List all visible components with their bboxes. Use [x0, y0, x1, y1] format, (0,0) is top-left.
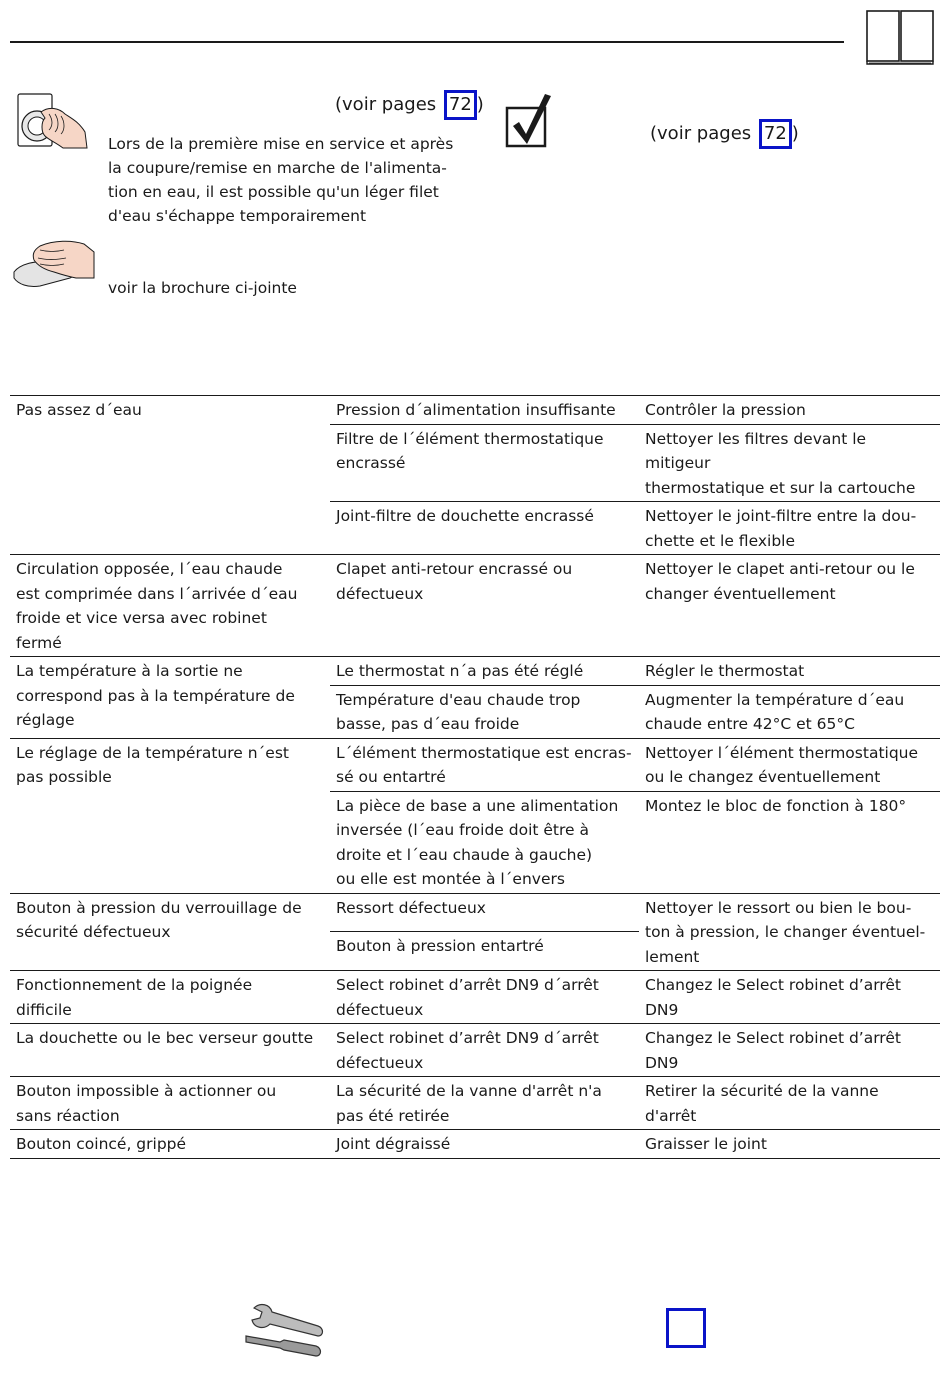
cause-cell — [330, 738, 639, 791]
remedy-line: Graisser le joint — [645, 1135, 767, 1153]
cause-line: Ressort défectueux — [336, 898, 486, 917]
remedy-line: Contrôler la pression — [645, 401, 806, 419]
table-row — [10, 1130, 940, 1159]
hand-cleaning-icon — [10, 236, 96, 290]
cause-line: Joint-filtre de douchette encrassé — [336, 507, 594, 525]
problem-line: réglage — [16, 711, 75, 729]
remedy-line: d'arrêt — [645, 1106, 697, 1125]
problem-cell — [10, 1024, 330, 1077]
cause-cell — [330, 502, 639, 555]
remedy-cell — [639, 685, 940, 738]
cause-line: Filtre de l´élément thermostatique — [336, 429, 604, 448]
first-use-line: Lors de la première mise en service et après — [108, 135, 454, 153]
remedy-line: Retirer la sécurité de la vanne — [645, 1082, 879, 1100]
remedy-line: DN9 — [645, 1000, 679, 1019]
remedy-line: lement — [645, 947, 700, 966]
cause-line: Clapet anti-retour encrassé ou — [336, 560, 573, 578]
cause-line: Select robinet d’arrêt DN9 d´arrêt — [336, 1029, 599, 1047]
remedy-line: chette et le flexible — [645, 531, 795, 550]
page-reference-suffix: ) — [476, 94, 484, 115]
problem-cell — [10, 893, 330, 971]
remedy-cell — [639, 1024, 940, 1077]
problem-line: Pas assez d´eau — [16, 401, 142, 419]
remedy-line: Augmenter la température d´eau — [645, 690, 905, 709]
cause-line: inversée (l´eau froide doit être à — [336, 821, 589, 839]
problem-cell — [10, 396, 330, 555]
problem-line: froide et vice versa avec robinet — [16, 609, 267, 627]
remedy-cell — [639, 657, 940, 686]
cause-line: droite et l´eau chaude à gauche) — [336, 845, 593, 864]
remedy-line: Nettoyer le clapet anti-retour ou le — [645, 560, 915, 578]
remedy-cell — [639, 791, 940, 893]
first-use-line: d'eau s'échappe temporairement — [108, 207, 367, 225]
cause-line: Pression d´alimentation insuffisante — [336, 401, 616, 419]
cause-line: L´élément thermostatique est encras- — [336, 743, 632, 762]
page-link-72[interactable]: 72 — [759, 119, 792, 149]
remedy-line: Changez le Select robinet d’arrêt — [645, 1029, 901, 1047]
page-link-72[interactable]: 72 — [444, 90, 477, 120]
table-row — [10, 971, 940, 1024]
cause-cell — [330, 1024, 639, 1077]
cause-line: défectueux — [336, 1053, 424, 1072]
cause-cell — [330, 685, 639, 738]
first-use-note — [108, 132, 478, 228]
cause-line: Joint dégraissé — [336, 1135, 451, 1153]
remedy-line: Nettoyer le joint-filtre entre la dou- — [645, 507, 917, 525]
cause-cell — [330, 971, 639, 1024]
problem-line: fermé — [16, 633, 62, 652]
problem-cell — [10, 555, 330, 657]
page-reference-right — [650, 119, 799, 149]
cause-cell — [330, 657, 639, 686]
remedy-line: thermostatique et sur la cartouche — [645, 478, 916, 497]
cause-line: Le thermostat n´a pas été réglé — [336, 662, 584, 680]
problem-line: Circulation opposée, l´eau chaude — [16, 560, 283, 578]
cause-line: La pièce de base a une alimentation — [336, 796, 619, 815]
first-use-line: tion en eau, il est possible qu'un léger filet — [108, 183, 439, 201]
problem-line: sans réaction — [16, 1106, 120, 1125]
cause-cell — [330, 1130, 639, 1159]
hand-turning-valve-icon — [15, 92, 90, 152]
remedy-cell — [639, 1130, 940, 1159]
cause-line: encrassé — [336, 454, 406, 472]
cause-line: pas été retirée — [336, 1106, 450, 1125]
problem-cell — [10, 738, 330, 893]
page-reference-prefix: (voir pages — [650, 123, 757, 144]
remedy-cell — [639, 1077, 940, 1130]
remedy-cell — [639, 738, 940, 791]
wrench-screwdriver-icon — [240, 1300, 330, 1360]
problem-line: La douchette ou le bec verseur goutte — [16, 1029, 314, 1047]
checkbox-checked-icon — [505, 90, 553, 150]
table-row — [10, 893, 940, 932]
remedy-line: Nettoyer l´élément thermostatique — [645, 743, 919, 762]
cause-line: Bouton à pression entartré — [336, 937, 544, 956]
problem-line: correspond pas à la température de — [16, 686, 295, 705]
cause-cell — [330, 555, 639, 657]
cause-cell — [330, 893, 639, 932]
table-row — [10, 1077, 940, 1130]
problem-cell — [10, 971, 330, 1024]
remedy-cell — [639, 971, 940, 1024]
problem-line: sécurité défectueux — [16, 923, 171, 941]
cause-line: ou elle est montée à l´envers — [336, 870, 565, 888]
remedy-cell — [639, 424, 940, 502]
remedy-cell — [639, 396, 940, 425]
problem-cell — [10, 657, 330, 739]
cause-cell — [330, 1077, 639, 1130]
page-reference-left — [335, 90, 484, 120]
remedy-line: ton à pression, le changer éventuel- — [645, 923, 926, 941]
remedy-line: ou le changez éventuellement — [645, 768, 881, 786]
remedy-line: Nettoyer les filtres devant le mitigeur — [645, 429, 867, 472]
problem-line: Bouton à pression du verrouillage de — [16, 898, 302, 917]
page-reference-suffix: ) — [791, 123, 799, 144]
cause-line: Température d'eau chaude trop — [336, 690, 581, 709]
remedy-cell — [639, 555, 940, 657]
remedy-cell — [639, 893, 940, 971]
problem-cell — [10, 1077, 330, 1130]
remedy-line: DN9 — [645, 1053, 679, 1072]
remedy-line: Montez le bloc de fonction à 180° — [645, 796, 907, 815]
remedy-line: Nettoyer le ressort ou bien le bou- — [645, 898, 912, 917]
problem-line: Bouton impossible à actionner ou — [16, 1082, 277, 1100]
first-use-line: la coupure/remise en marche de l'alimenta- — [108, 159, 447, 177]
remedy-line: chaude entre 42°C et 65°C — [645, 715, 855, 733]
cause-line: Select robinet d’arrêt DN9 d´arrêt — [336, 976, 599, 994]
cause-line: sé ou entartré — [336, 768, 446, 786]
table-row — [10, 657, 940, 686]
remedy-line: Régler le thermostat — [645, 662, 805, 680]
problem-line: Bouton coincé, grippé — [16, 1135, 187, 1153]
remedy-line: changer éventuellement — [645, 584, 836, 603]
blue-square-icon — [666, 1308, 706, 1348]
page-reference-prefix: (voir pages — [335, 94, 442, 115]
cause-line: défectueux — [336, 1000, 424, 1019]
problem-cell — [10, 1130, 330, 1159]
cause-line: basse, pas d´eau froide — [336, 715, 520, 733]
cause-line: défectueux — [336, 584, 424, 603]
table-row — [10, 1024, 940, 1077]
brochure-note: voir la brochure ci-jointe — [108, 279, 297, 297]
remedy-cell — [639, 502, 940, 555]
cause-line: La sécurité de la vanne d'arrêt n'a — [336, 1082, 602, 1100]
problem-line: Fonctionnement de la poignée — [16, 976, 253, 994]
problem-line: pas possible — [16, 768, 112, 786]
troubleshooting-table-body — [10, 396, 940, 1159]
cause-cell — [330, 424, 639, 502]
table-row — [10, 555, 940, 657]
problem-line: Le réglage de la température n´est — [16, 743, 289, 762]
problem-line: difficile — [16, 1000, 72, 1019]
table-row — [10, 396, 940, 425]
problem-line: La température à la sortie ne — [16, 662, 243, 680]
header-rule — [10, 41, 844, 43]
cause-cell — [330, 932, 639, 971]
troubleshooting-table — [10, 395, 940, 1159]
remedy-line: Changez le Select robinet d’arrêt — [645, 976, 901, 994]
cause-cell — [330, 396, 639, 425]
table-row — [10, 738, 940, 791]
open-book-icon — [866, 10, 934, 66]
problem-line: est comprimée dans l´arrivée d´eau — [16, 584, 298, 603]
cause-cell — [330, 791, 639, 893]
